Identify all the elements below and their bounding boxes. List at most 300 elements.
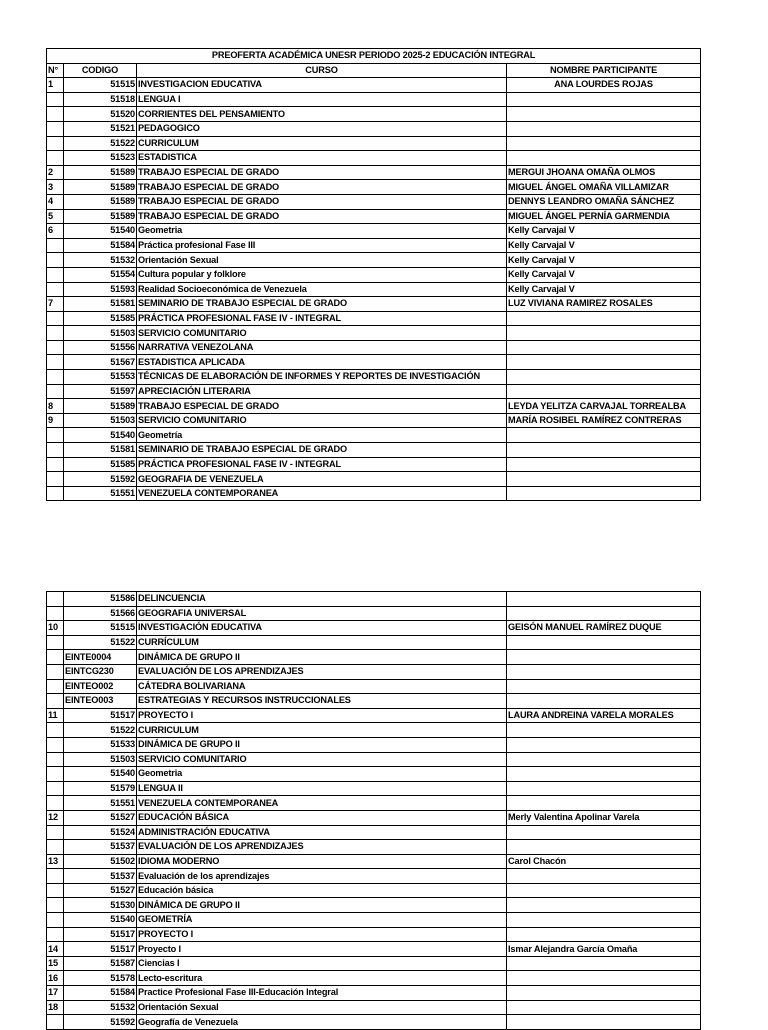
- row-number: [47, 606, 64, 621]
- table-row: [47, 326, 701, 341]
- row-number: [47, 370, 64, 385]
- course-code: 51517: [64, 942, 137, 957]
- participant-name: [507, 107, 701, 122]
- row-number: 13: [47, 854, 64, 869]
- row-number: [47, 472, 64, 487]
- course-code: 51587: [64, 956, 137, 971]
- table-row: [47, 737, 701, 752]
- course-name: CURRICULUM: [137, 136, 507, 151]
- participant-name: [507, 737, 701, 752]
- course-code: 51567: [64, 355, 137, 370]
- participant-name: [507, 650, 701, 665]
- row-number: 18: [47, 1000, 64, 1015]
- course-name: Orientación Sexual: [137, 1000, 507, 1015]
- course-name: PROYECTO I: [137, 708, 507, 723]
- course-name: IDIOMA MODERNO: [137, 854, 507, 869]
- participant-name: Ismar Alejandra García Omaña: [507, 942, 701, 957]
- course-code: EINTCG230: [64, 664, 137, 679]
- table-row: [47, 825, 701, 840]
- course-code: 51589: [64, 209, 137, 224]
- row-number: [47, 355, 64, 370]
- participant-name: MIGUEL ÁNGEL PERNÍA GARMENDIA: [507, 209, 701, 224]
- table-row: [47, 956, 701, 971]
- course-code: 51537: [64, 840, 137, 855]
- course-name: INVESTIGACION EDUCATIVA: [137, 78, 507, 93]
- course-code: 51585: [64, 311, 137, 326]
- row-number: 2: [47, 165, 64, 180]
- course-code: 51592: [64, 472, 137, 487]
- course-name: VENEZUELA CONTEMPORANEA: [137, 486, 507, 501]
- row-number: 16: [47, 971, 64, 986]
- participant-name: [507, 1015, 701, 1030]
- course-code: 51551: [64, 796, 137, 811]
- course-name: LENGUA II: [137, 781, 507, 796]
- table-row: [47, 913, 701, 928]
- participant-name: ANA LOURDES ROJAS: [507, 78, 701, 93]
- course-code: 51520: [64, 107, 137, 122]
- course-name: Ciencias I: [137, 956, 507, 971]
- table-row: [47, 224, 701, 239]
- course-code: 51537: [64, 869, 137, 884]
- course-name: Educación básica: [137, 883, 507, 898]
- course-code: 51553: [64, 370, 137, 385]
- participant-name: Carol Chacón: [507, 854, 701, 869]
- participant-name: [507, 913, 701, 928]
- table-row: [47, 165, 701, 180]
- participant-name: [507, 664, 701, 679]
- participant-name: DENNYS LEANDRO OMAÑA SÁNCHEZ: [507, 194, 701, 209]
- course-name: SERVICIO COMUNITARIO: [137, 413, 507, 428]
- participant-name: [507, 883, 701, 898]
- course-code: 51527: [64, 883, 137, 898]
- course-name: LENGUA I: [137, 92, 507, 107]
- participant-name: LEYDA YELITZA CARVAJAL TORREALBA: [507, 399, 701, 414]
- row-number: [47, 340, 64, 355]
- participant-name: [507, 723, 701, 738]
- course-name: TRABAJO ESPECIAL DE GRADO: [137, 194, 507, 209]
- course-code: 51593: [64, 282, 137, 297]
- course-name: PRÁCTICA PROFESIONAL FASE IV - INTEGRAL: [137, 457, 507, 472]
- table-body: [47, 592, 701, 1030]
- row-number: 11: [47, 708, 64, 723]
- course-name: DINÁMICA DE GRUPO II: [137, 737, 507, 752]
- table-row: [47, 621, 701, 636]
- participant-name: [507, 355, 701, 370]
- row-number: [47, 121, 64, 136]
- course-code: 51589: [64, 180, 137, 195]
- row-number: 6: [47, 224, 64, 239]
- row-number: 8: [47, 399, 64, 414]
- table-row: [47, 767, 701, 782]
- table-row: [47, 606, 701, 621]
- course-name: SERVICIO COMUNITARIO: [137, 752, 507, 767]
- course-name: SEMINARIO DE TRABAJO ESPECIAL DE GRADO: [137, 297, 507, 312]
- course-name: Geometria: [137, 224, 507, 239]
- course-code: 51524: [64, 825, 137, 840]
- participant-name: LAURA ANDREINA VARELA MORALES: [507, 708, 701, 723]
- participant-name: [507, 592, 701, 607]
- course-name: TRABAJO ESPECIAL DE GRADO: [137, 399, 507, 414]
- row-number: [47, 486, 64, 501]
- course-name: Práctica profesional Fase III: [137, 238, 507, 253]
- row-number: 1: [47, 78, 64, 93]
- table-row: [47, 443, 701, 458]
- title-row: [47, 49, 701, 64]
- course-name: GEOGRAFIA DE VENEZUELA: [137, 472, 507, 487]
- course-code: 51578: [64, 971, 137, 986]
- course-code: 51589: [64, 399, 137, 414]
- course-code: 51589: [64, 194, 137, 209]
- participant-name: Kelly Carvajal V: [507, 253, 701, 268]
- row-number: [47, 913, 64, 928]
- row-number: 14: [47, 942, 64, 957]
- course-code: 51540: [64, 767, 137, 782]
- row-number: [47, 428, 64, 443]
- table-row: [47, 311, 701, 326]
- course-code: 51522: [64, 723, 137, 738]
- header-name: NOMBRE PARTICIPANTE: [507, 63, 701, 78]
- participant-name: [507, 326, 701, 341]
- course-name: EDUCACIÓN BÁSICA: [137, 810, 507, 825]
- participant-name: [507, 679, 701, 694]
- table-row: [47, 883, 701, 898]
- participant-name: GEISÓN MANUEL RAMÍREZ DUQUE: [507, 621, 701, 636]
- course-name: ESTADISTICA APLICADA: [137, 355, 507, 370]
- participant-name: [507, 457, 701, 472]
- table-row: [47, 457, 701, 472]
- course-code: 51589: [64, 165, 137, 180]
- course-name: CORRIENTES DEL PENSAMIENTO: [137, 107, 507, 122]
- row-number: [47, 898, 64, 913]
- participant-name: [507, 869, 701, 884]
- table-row: [47, 340, 701, 355]
- course-code: 51522: [64, 635, 137, 650]
- course-code: 51521: [64, 121, 137, 136]
- table-row: [47, 635, 701, 650]
- course-code: 51522: [64, 136, 137, 151]
- course-name: CURRÍCULUM: [137, 635, 507, 650]
- participant-name: [507, 311, 701, 326]
- course-name: CÁTEDRA BOLIVARIANA: [137, 679, 507, 694]
- table-row: [47, 752, 701, 767]
- row-number: 12: [47, 810, 64, 825]
- participant-name: [507, 752, 701, 767]
- course-name: APRECIACIÓN LITERARIA: [137, 384, 507, 399]
- course-code: EINTEO002: [64, 679, 137, 694]
- course-code: 51585: [64, 457, 137, 472]
- participant-name: [507, 92, 701, 107]
- table-row: [47, 986, 701, 1001]
- table-row: [47, 723, 701, 738]
- course-code: 51540: [64, 428, 137, 443]
- table-row: [47, 650, 701, 665]
- table-row: [47, 136, 701, 151]
- participant-name: [507, 927, 701, 942]
- row-number: 3: [47, 180, 64, 195]
- course-code: 51532: [64, 253, 137, 268]
- course-name: DINÁMICA DE GRUPO II: [137, 898, 507, 913]
- participant-name: [507, 606, 701, 621]
- row-number: [47, 326, 64, 341]
- table-row: [47, 384, 701, 399]
- table-row: [47, 679, 701, 694]
- preoferta-table-1: [46, 48, 701, 501]
- participant-name: [507, 486, 701, 501]
- table-body: [47, 49, 701, 501]
- course-name: EVALUACIÓN DE LOS APRENDIZAJES: [137, 840, 507, 855]
- course-code: 51518: [64, 92, 137, 107]
- participant-name: [507, 840, 701, 855]
- course-name: SERVICIO COMUNITARIO: [137, 326, 507, 341]
- row-number: 9: [47, 413, 64, 428]
- course-name: TRABAJO ESPECIAL DE GRADO: [137, 180, 507, 195]
- row-number: 4: [47, 194, 64, 209]
- table-row: [47, 472, 701, 487]
- participant-name: [507, 956, 701, 971]
- header-no: N°: [47, 63, 64, 78]
- table-row: [47, 370, 701, 385]
- course-name: ESTRATEGIAS Y RECURSOS INSTRUCCIONALES: [137, 694, 507, 709]
- table-row: [47, 413, 701, 428]
- header-code: CODIGO: [64, 63, 137, 78]
- course-code: 51584: [64, 986, 137, 1001]
- row-number: [47, 311, 64, 326]
- row-number: [47, 1015, 64, 1030]
- row-number: [47, 767, 64, 782]
- course-name: ESTADISTICA: [137, 151, 507, 166]
- table-row: [47, 107, 701, 122]
- row-number: [47, 664, 64, 679]
- course-code: 51551: [64, 486, 137, 501]
- row-number: [47, 650, 64, 665]
- document-title: PREOFERTA ACADÉMICA UNESR PERIODO 2025-2 EDUCACIÓN INTEGRAL: [47, 49, 701, 64]
- row-number: [47, 723, 64, 738]
- course-code: 51597: [64, 384, 137, 399]
- participant-name: [507, 898, 701, 913]
- table-row: [47, 486, 701, 501]
- table-row: [47, 708, 701, 723]
- course-name: Geometria: [137, 767, 507, 782]
- course-code: 51540: [64, 224, 137, 239]
- row-number: [47, 267, 64, 282]
- participant-name: [507, 971, 701, 986]
- row-number: [47, 151, 64, 166]
- course-code: 51515: [64, 621, 137, 636]
- table-row: [47, 1000, 701, 1015]
- table-row: [47, 180, 701, 195]
- course-name: DELINCUENCIA: [137, 592, 507, 607]
- participant-name: [507, 428, 701, 443]
- course-code: EINTE0004: [64, 650, 137, 665]
- course-name: Proyecto I: [137, 942, 507, 957]
- course-code: 51527: [64, 810, 137, 825]
- course-code: 51584: [64, 238, 137, 253]
- participant-name: [507, 443, 701, 458]
- course-name: TRABAJO ESPECIAL DE GRADO: [137, 209, 507, 224]
- course-name: PEDAGOGICO: [137, 121, 507, 136]
- course-name: Cultura popular y folklore: [137, 267, 507, 282]
- table-row: [47, 781, 701, 796]
- participant-name: Kelly Carvajal V: [507, 282, 701, 297]
- course-code: 51554: [64, 267, 137, 282]
- course-code: 51540: [64, 913, 137, 928]
- course-name: Lecto-escritura: [137, 971, 507, 986]
- participant-name: Kelly Carvajal V: [507, 224, 701, 239]
- course-name: Orientación Sexual: [137, 253, 507, 268]
- row-number: 10: [47, 621, 64, 636]
- table-row: [47, 92, 701, 107]
- table-row: [47, 927, 701, 942]
- participant-name: [507, 694, 701, 709]
- course-name: GEOGRAFIA UNIVERSAL: [137, 606, 507, 621]
- row-number: [47, 253, 64, 268]
- course-name: INVESTIGACIÓN EDUCATIVA: [137, 621, 507, 636]
- row-number: [47, 679, 64, 694]
- course-code: 51530: [64, 898, 137, 913]
- table-row: [47, 253, 701, 268]
- course-code: 51532: [64, 1000, 137, 1015]
- course-code: 51586: [64, 592, 137, 607]
- course-code: 51533: [64, 737, 137, 752]
- course-code: 51556: [64, 340, 137, 355]
- table-row: [47, 78, 701, 93]
- row-number: [47, 840, 64, 855]
- header-row: [47, 63, 701, 78]
- course-name: TRABAJO ESPECIAL DE GRADO: [137, 165, 507, 180]
- participant-name: [507, 121, 701, 136]
- course-name: Practice Profesional Fase III-Educación Integral: [137, 986, 507, 1001]
- table-row: [47, 151, 701, 166]
- participant-name: [507, 635, 701, 650]
- row-number: [47, 825, 64, 840]
- course-code: 51515: [64, 78, 137, 93]
- row-number: [47, 457, 64, 472]
- course-code: 51503: [64, 752, 137, 767]
- row-number: [47, 796, 64, 811]
- participant-name: MERGUI JHOANA OMAÑA OLMOS: [507, 165, 701, 180]
- row-number: [47, 136, 64, 151]
- row-number: [47, 883, 64, 898]
- table-row: [47, 428, 701, 443]
- table-row: [47, 355, 701, 370]
- participant-name: [507, 340, 701, 355]
- row-number: 15: [47, 956, 64, 971]
- course-name: Realidad Socioeconómica de Venezuela: [137, 282, 507, 297]
- row-number: [47, 927, 64, 942]
- course-code: 51581: [64, 297, 137, 312]
- course-name: PROYECTO I: [137, 927, 507, 942]
- row-number: 7: [47, 297, 64, 312]
- participant-name: [507, 796, 701, 811]
- table-row: [47, 664, 701, 679]
- table-row: [47, 238, 701, 253]
- course-name: VENEZUELA CONTEMPORANEA: [137, 796, 507, 811]
- table-row: [47, 592, 701, 607]
- course-name: Geometría: [137, 428, 507, 443]
- table-row: [47, 399, 701, 414]
- table-row: [47, 209, 701, 224]
- course-code: 51581: [64, 443, 137, 458]
- header-course: CURSO: [137, 63, 507, 78]
- course-name: CURRICULUM: [137, 723, 507, 738]
- row-number: [47, 869, 64, 884]
- participant-name: [507, 151, 701, 166]
- course-name: SEMINARIO DE TRABAJO ESPECIAL DE GRADO: [137, 443, 507, 458]
- table-row: [47, 282, 701, 297]
- row-number: [47, 238, 64, 253]
- table-row: [47, 694, 701, 709]
- row-number: [47, 592, 64, 607]
- table-row: [47, 267, 701, 282]
- participant-name: LUZ VIVIANA RAMIREZ ROSALES: [507, 297, 701, 312]
- course-name: NARRATIVA VENEZOLANA: [137, 340, 507, 355]
- course-name: ADMINISTRACIÓN EDUCATIVA: [137, 825, 507, 840]
- course-code: 51503: [64, 413, 137, 428]
- participant-name: Kelly Carvajal V: [507, 238, 701, 253]
- participant-name: [507, 825, 701, 840]
- table-row: [47, 297, 701, 312]
- course-name: GEOMETRÍA: [137, 913, 507, 928]
- course-code: 51566: [64, 606, 137, 621]
- preoferta-table-2: [46, 591, 701, 1030]
- table-row: [47, 840, 701, 855]
- course-code: 51503: [64, 326, 137, 341]
- participant-name: Merly Valentina Apolinar Varela: [507, 810, 701, 825]
- row-number: [47, 107, 64, 122]
- row-number: [47, 752, 64, 767]
- course-name: Geografía de Venezuela: [137, 1015, 507, 1030]
- table-row: [47, 1015, 701, 1030]
- course-code: 51517: [64, 708, 137, 723]
- participant-name: [507, 986, 701, 1001]
- participant-name: MIGUEL ÁNGEL OMAÑA VILLAMIZAR: [507, 180, 701, 195]
- participant-name: [507, 136, 701, 151]
- table-row: [47, 869, 701, 884]
- row-number: [47, 282, 64, 297]
- participant-name: [507, 781, 701, 796]
- course-name: PRÁCTICA PROFESIONAL FASE IV - INTEGRAL: [137, 311, 507, 326]
- participant-name: Kelly Carvajal V: [507, 267, 701, 282]
- row-number: 5: [47, 209, 64, 224]
- participant-name: [507, 384, 701, 399]
- table-row: [47, 898, 701, 913]
- row-number: [47, 737, 64, 752]
- table-row: [47, 854, 701, 869]
- row-number: [47, 694, 64, 709]
- row-number: [47, 781, 64, 796]
- table-row: [47, 971, 701, 986]
- course-code: 51523: [64, 151, 137, 166]
- row-number: [47, 92, 64, 107]
- table-row: [47, 942, 701, 957]
- table-row: [47, 121, 701, 136]
- row-number: [47, 384, 64, 399]
- course-code: EINTEO003: [64, 694, 137, 709]
- course-name: EVALUACIÓN DE LOS APRENDIZAJES: [137, 664, 507, 679]
- course-name: DINÁMICA DE GRUPO II: [137, 650, 507, 665]
- table-row: [47, 810, 701, 825]
- row-number: [47, 443, 64, 458]
- course-code: 51502: [64, 854, 137, 869]
- participant-name: MARÍA ROSIBEL RAMÍREZ CONTRERAS: [507, 413, 701, 428]
- row-number: [47, 635, 64, 650]
- table-row: [47, 796, 701, 811]
- participant-name: [507, 472, 701, 487]
- course-code: 51517: [64, 927, 137, 942]
- course-name: Evaluación de los aprendizajes: [137, 869, 507, 884]
- participant-name: [507, 1000, 701, 1015]
- course-code: 51592: [64, 1015, 137, 1030]
